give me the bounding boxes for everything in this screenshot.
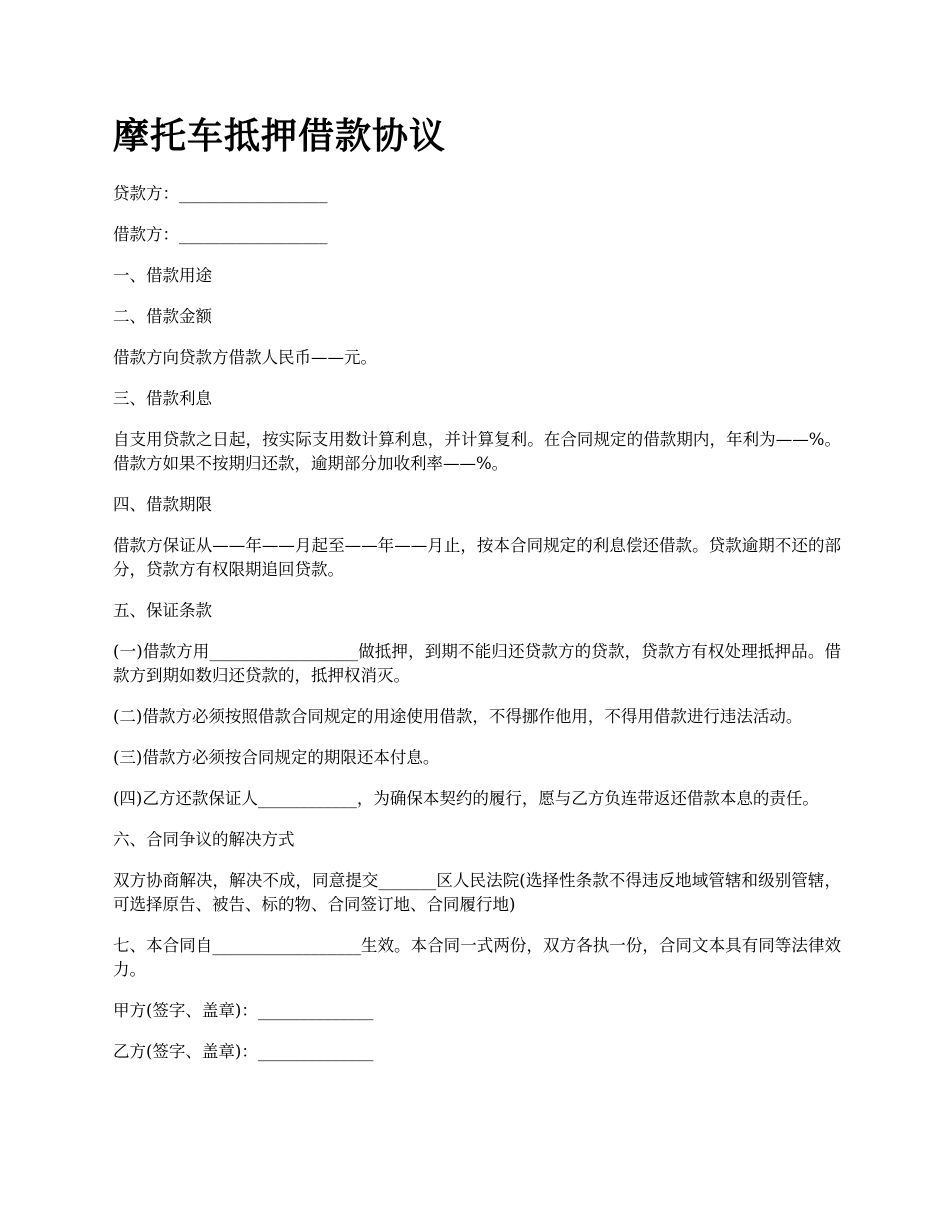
dispute-paragraph: 双方协商解决，解决不成，同意提交_______区人民法院(选择性条款不得违反地域管辖和级别管辖，可选择原告、被告、标的物、合同签订地、合同履行地): [113, 871, 841, 914]
term-paragraph: 借款方保证从——年——月起至——年——月止，按本合同规定的利息偿还借款。贷款逾期不还的部分，贷款方有权限期追回贷款。: [113, 536, 841, 579]
interest-paragraph: 自支用贷款之日起，按实际支用数计算利息，并计算复利。在合同规定的借款期内，年利为——%。借款方如果不按期归还款，逾期部分加收利率——%。: [113, 430, 841, 473]
section-heading-dispute: 六、合同争议的解决方式: [113, 830, 295, 849]
party-a-signature-line: 甲方(签字、盖章)：______________: [113, 1001, 374, 1020]
section-heading-interest: 三、借款利息: [113, 389, 212, 408]
party-b-signature-line: 乙方(签字、盖章)：______________: [113, 1042, 374, 1061]
section-heading-term: 四、借款期限: [113, 495, 212, 514]
section-heading-amount: 二、借款金额: [113, 307, 212, 326]
effective-paragraph: 七、本合同自__________________生效。本合同一式两份，双方各执一份，合同文本具有同等法律效力。: [113, 936, 841, 979]
section-heading-purpose: 一、借款用途: [113, 266, 212, 285]
guarantee-clause-3: (三)借款方必须按合同规定的期限还本付息。: [113, 748, 440, 767]
lender-line: 贷款方：__________________: [113, 184, 328, 203]
guarantee-clause-4: (四)乙方还款保证人____________，为确保本契约的履行，愿与乙方负连带返还借款本息的责任。: [113, 789, 819, 808]
section-heading-guarantee: 五、保证条款: [113, 601, 212, 620]
amount-paragraph: 借款方向贷款方借款人民币——元。: [113, 348, 377, 367]
document-title: 摩托车抵押借款协议: [113, 116, 447, 157]
guarantee-clause-2: (二)借款方必须按照借款合同规定的用途使用借款，不得挪作他用，不得用借款进行违法活动。: [113, 707, 803, 726]
borrower-line: 借款方：__________________: [113, 225, 328, 244]
guarantee-clause-1: (一)借款方用__________________做抵押，到期不能归还贷款方的贷款，贷款方有权处理抵押品。借款方到期如数归还贷款的，抵押权消灭。: [113, 642, 841, 685]
document-page: [113, 112, 841, 1081]
